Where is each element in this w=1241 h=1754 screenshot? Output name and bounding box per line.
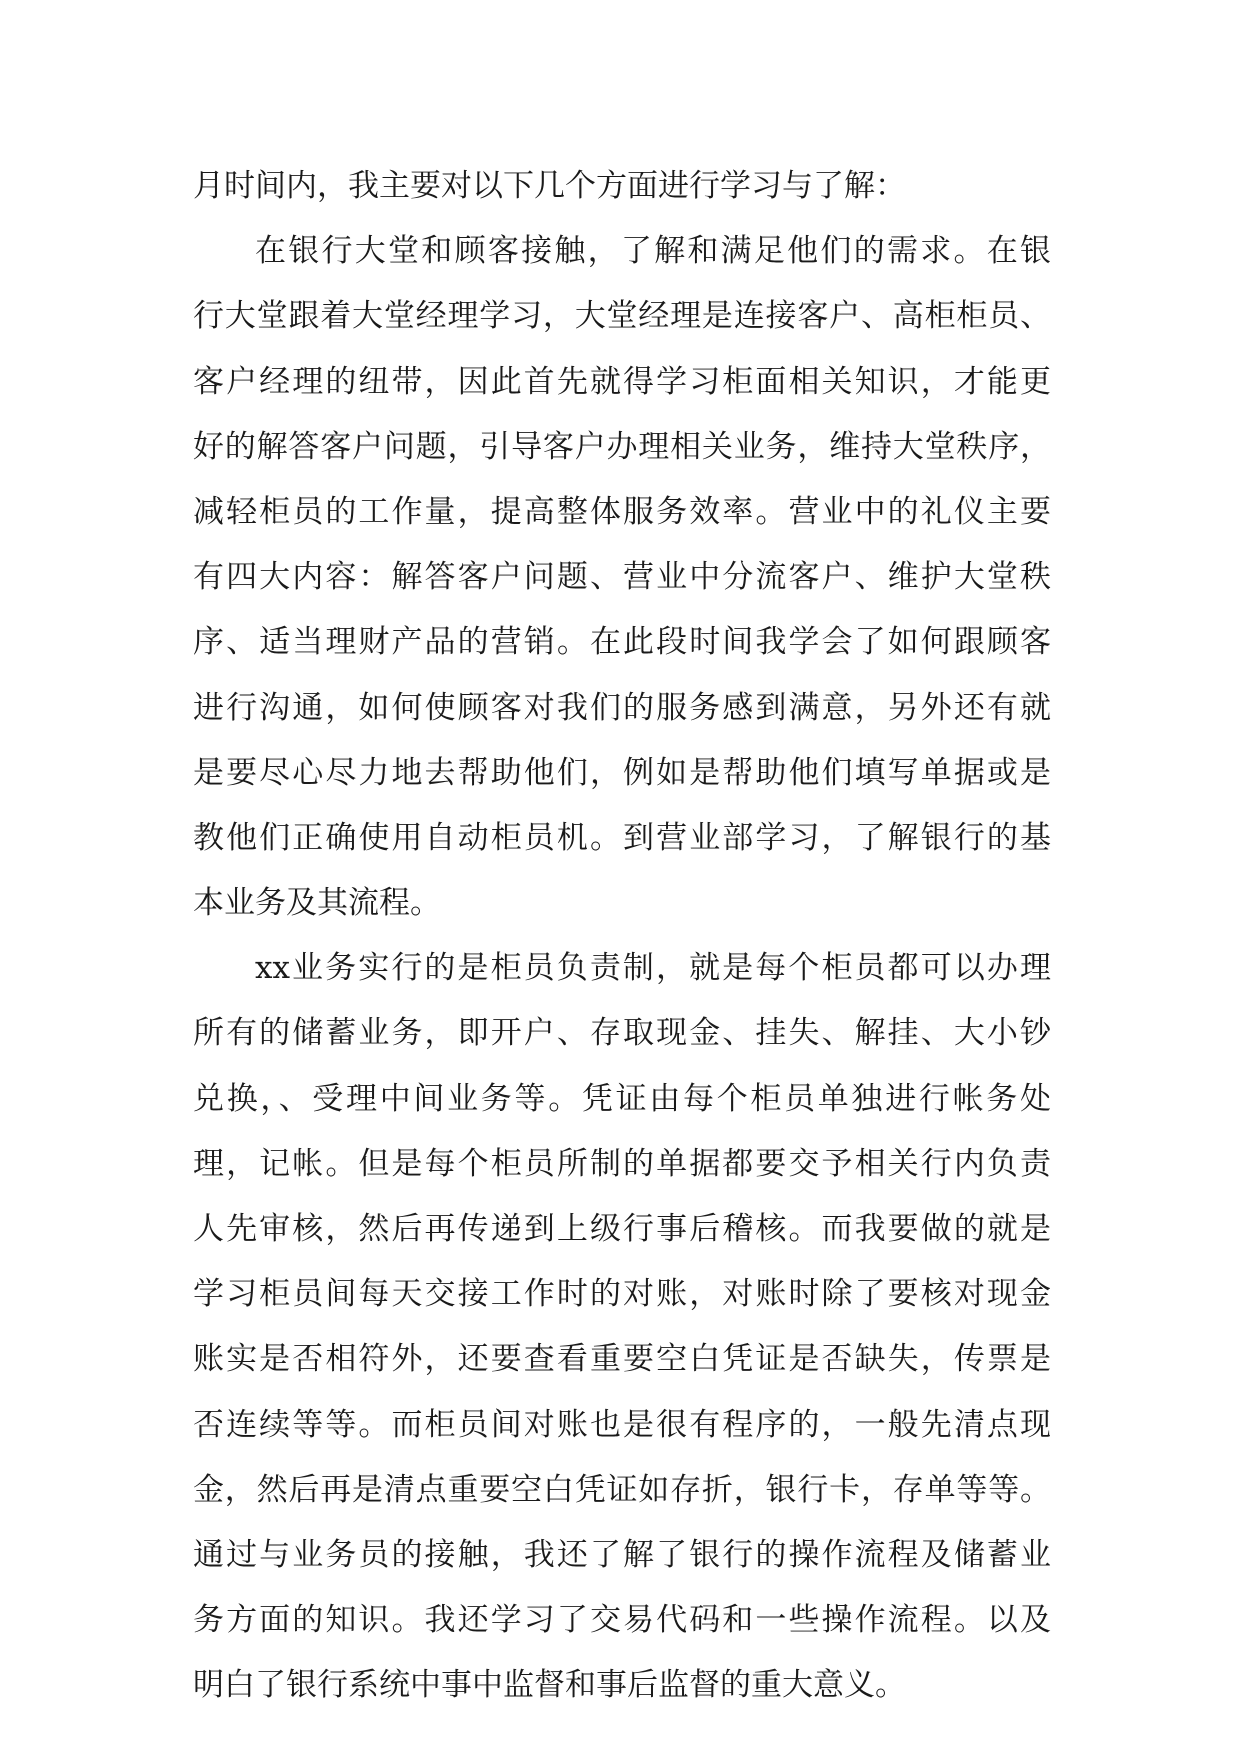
text-line: 通过与业务员的接触，我还了解了银行的操作流程及储蓄业 [193,1536,1051,1573]
text-line: 兑换，、受理中间业务等。凭证由每个柜员单独进行帐务处 [193,1080,1051,1117]
text-line: 学习柜员间每天交接工作时的对账，对账时除了要核对现金 [193,1276,1051,1313]
text-line: 客户经理的纽带，因此首先就得学习柜面相关知识，才能更 [193,363,1051,400]
text-line: 务方面的知识。我还学习了交易代码和一些操作流程。以及 [193,1602,1051,1639]
text-line: 有四大内容：解答客户问题、营业中分流客户、维护大堂秩 [193,559,1051,596]
text-line: 金，然后再是清点重要空白凭证如存折，银行卡，存单等等。 [193,1471,1051,1508]
paragraph-3 [193,936,1051,1718]
text-line: 减轻柜员的工作量，提高整体服务效率。营业中的礼仪主要 [193,493,1051,530]
text-line: 进行沟通，如何使顾客对我们的服务感到满意，另外还有就 [193,689,1051,726]
text-line: 在银行大堂和顾客接触，了解和满足他们的需求。在银 [255,233,1051,270]
text-line: 账实是否相符外，还要查看重要空白凭证是否缺失，传票是 [193,1341,1051,1378]
text-line: 月时间内，我主要对以下几个方面进行学习与了解： [193,168,906,204]
text-line: 所有的储蓄业务，即开户、存取现金、挂失、解挂、大小钞 [193,1015,1051,1052]
text-line: 教他们正确使用自动柜员机。到营业部学习，了解银行的基 [193,819,1051,856]
text-line: 明白了银行系统中事中监督和事后监督的重大意义。 [193,1667,906,1704]
text-line: 序、适当理财产品的营销。在此段时间我学会了如何跟顾客 [193,624,1051,661]
text-line: 是要尽心尽力地去帮助他们，例如是帮助他们填写单据或是 [193,754,1051,791]
text-line: xx业务实行的是柜员负责制，就是每个柜员都可以办理 [255,950,1051,987]
text-line: 否连续等等。而柜员间对账也是很有程序的，一般先清点现 [193,1406,1051,1443]
document-body [193,154,1051,1719]
paragraph-1 [193,154,1051,219]
text-line: 人先审核，然后再传递到上级行事后稽核。而我要做的就是 [193,1211,1051,1247]
text-line: 本业务及其流程。 [193,885,441,922]
text-line: 理，记帐。但是每个柜员所制的单据都要交予相关行内负责 [193,1145,1051,1182]
paragraph-2 [193,219,1051,936]
text-line: 好的解答客户问题，引导客户办理相关业务，维持大堂秩序， [193,428,1051,465]
text-line: 行大堂跟着大堂经理学习，大堂经理是连接客户、高柜柜员、 [193,298,1051,335]
